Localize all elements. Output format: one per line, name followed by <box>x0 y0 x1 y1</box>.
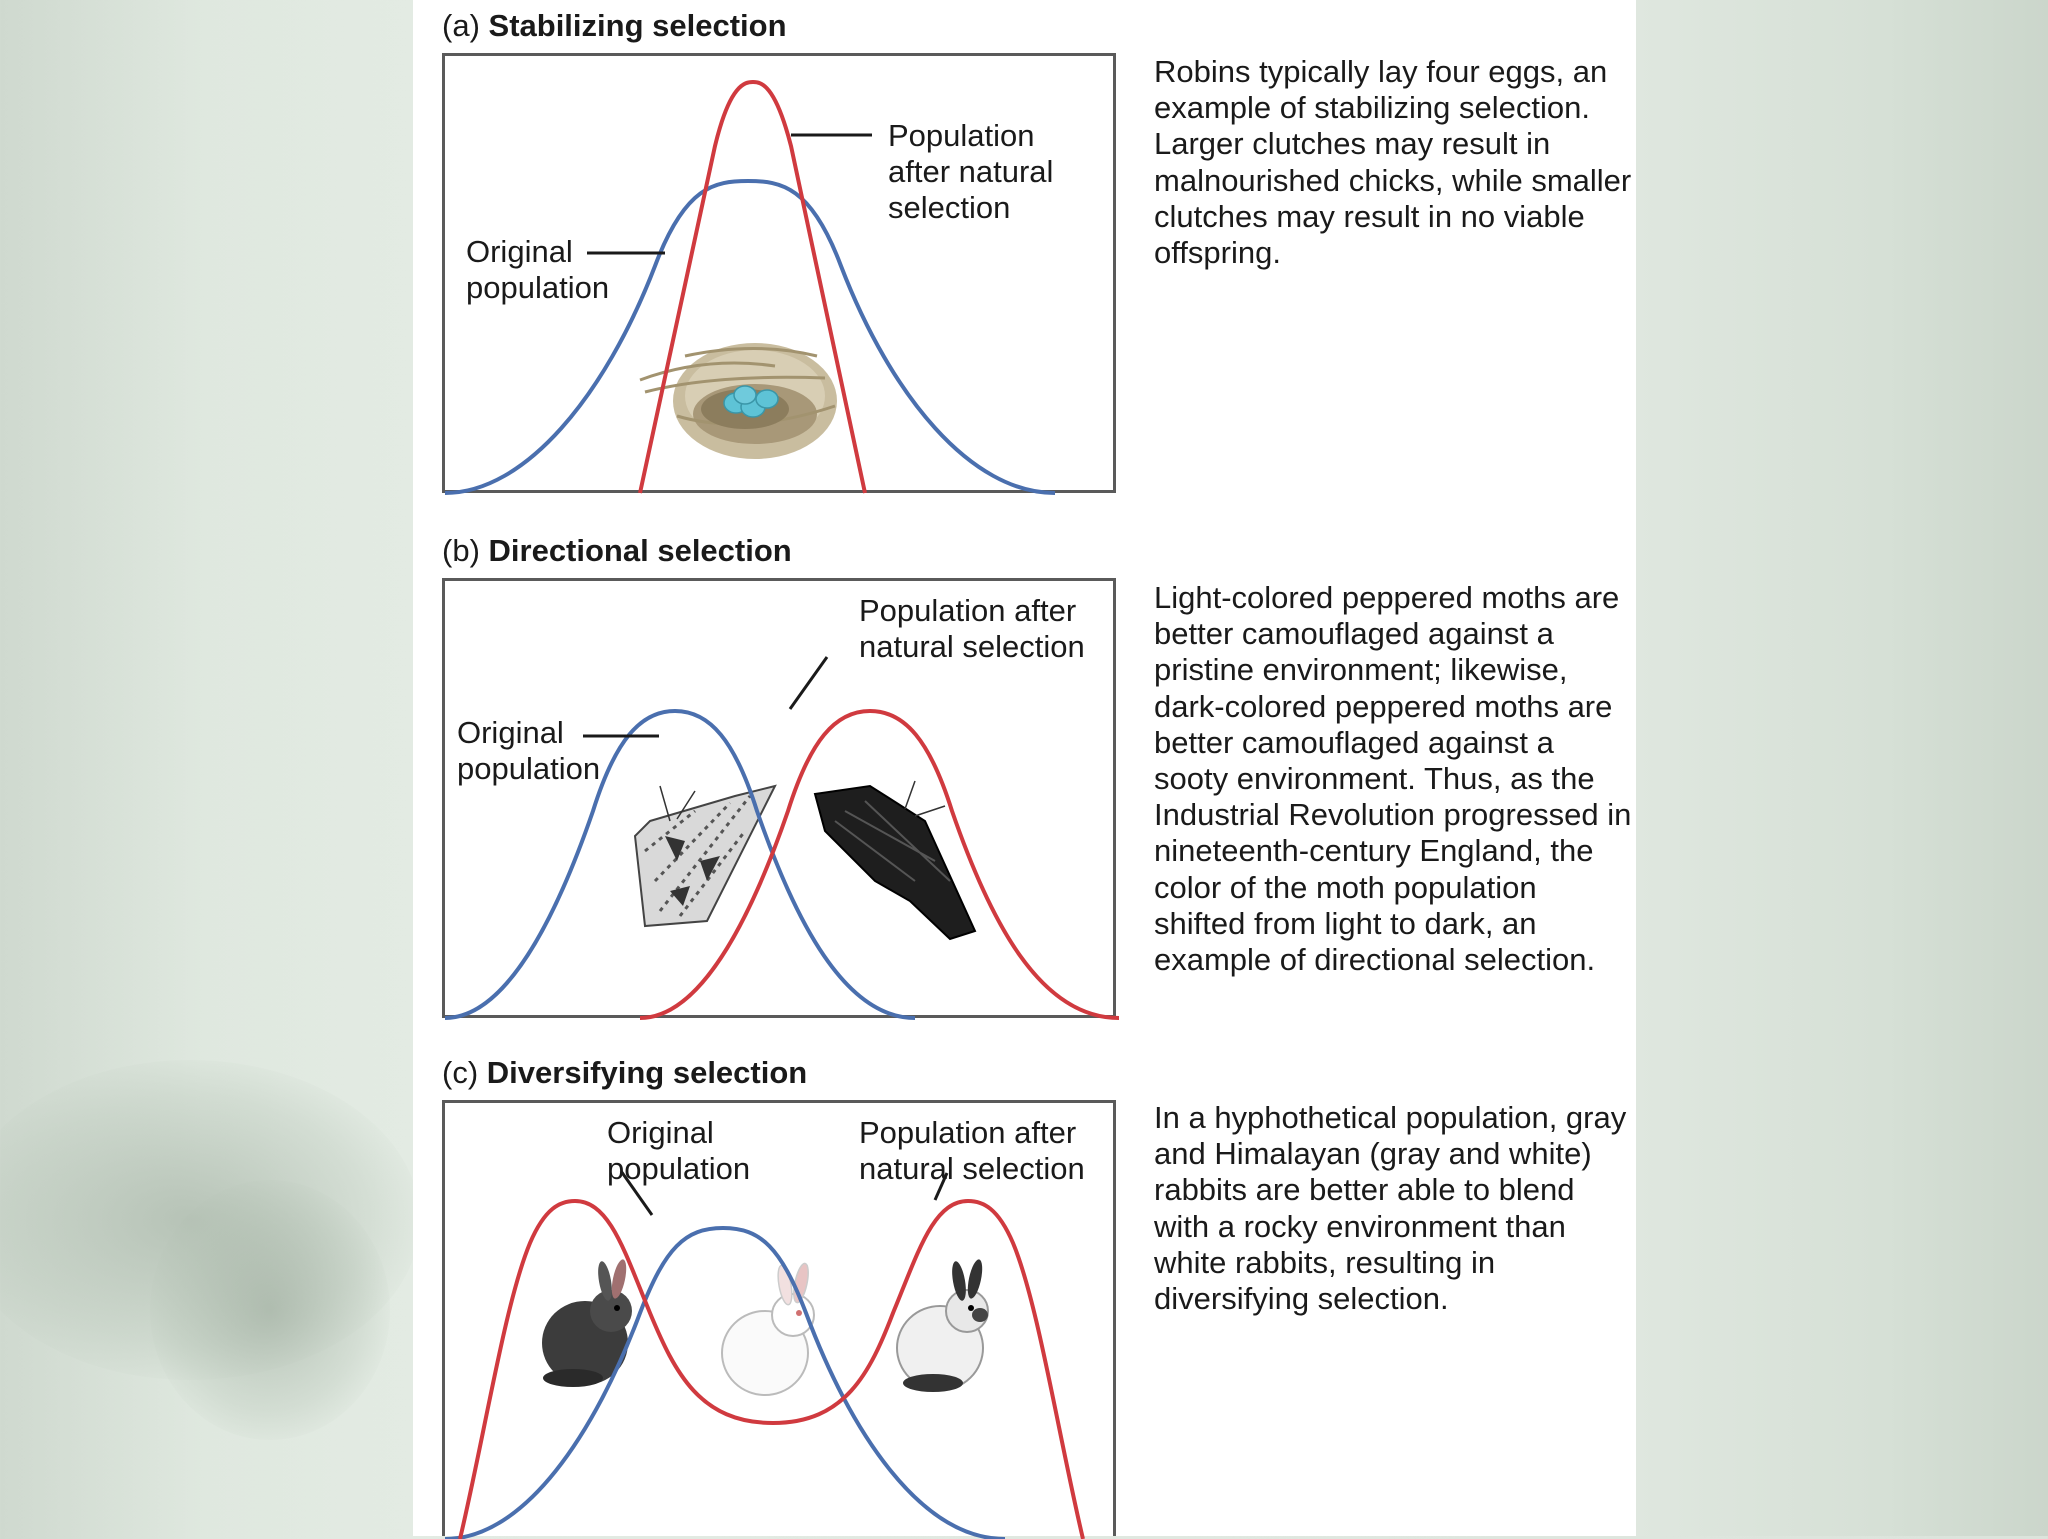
panel-b-letter: (b) <box>442 533 480 568</box>
panel-b-graph <box>442 578 1116 1018</box>
panel-b-original-label: Original population <box>457 715 601 786</box>
panel-c-title <box>442 1055 807 1091</box>
background-blur <box>150 1180 390 1440</box>
panel-c-after-label: Population after natural selection <box>859 1115 1085 1186</box>
himalayan-rabbit-icon <box>897 1258 988 1392</box>
panel-a-graph <box>442 53 1116 493</box>
panel-a-after-label: Population after natural selection <box>888 118 1054 225</box>
panel-a-letter: (a) <box>442 8 480 43</box>
panel-c-original-label: Original population <box>607 1115 751 1186</box>
panel-a-title <box>442 8 787 44</box>
after-label-leader <box>790 657 827 709</box>
panel-c-caption: In a hyphothetical population, gray and Himalayan (gray and white) rabbits are better able to blend with a rocky environment than white rabbits, resulting in diversifying selection. <box>1154 1100 1627 1317</box>
panel-a-heading: Stabilizing selection <box>488 8 787 43</box>
panel-c-heading: Diversifying selection <box>486 1055 808 1090</box>
panel-b-heading: Directional selection <box>488 533 792 568</box>
panel-b-caption: Light-colored peppered moths are better camouflaged against a pristine environment; likewise, dark-colored peppered moths are better camouflaged against a sooty environment. Thus, as the Industrial Revolution progressed in nineteenth-century England, the color of the moth population shifted from light to dark, an example of directional selection. <box>1154 580 1632 978</box>
panel-c-letter: (c) <box>442 1055 479 1090</box>
panel-a-caption: Robins typically lay four eggs, an example of stabilizing selection. Larger clutches may result in malnourished chicks, while smaller clutches may result in no viable offspring. <box>1154 54 1632 271</box>
panel-b-title <box>442 533 792 569</box>
panel-a-original-label: Original population <box>466 234 610 305</box>
panel-b-after-label: Population after natural selection <box>859 593 1085 664</box>
white-rabbit-icon <box>722 1262 814 1395</box>
panel-c-graph <box>442 1100 1116 1536</box>
background-right <box>1636 0 2048 1536</box>
